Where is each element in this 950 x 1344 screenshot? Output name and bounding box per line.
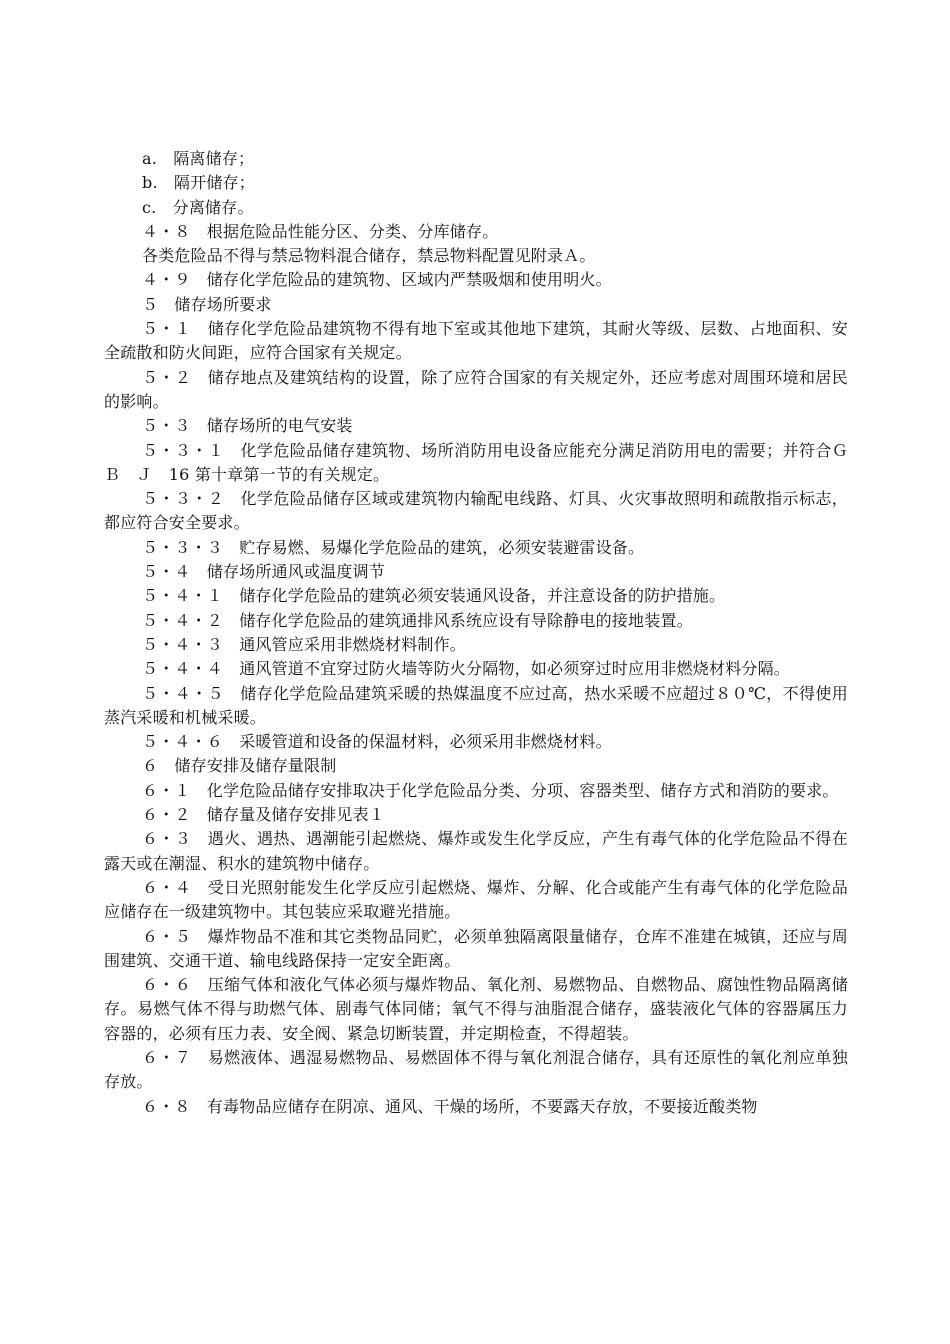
clause-5-3-1: ５・３・１ 化学危险品储存建筑物、场所消防用电设备应能充分满足消防用电的需要；并符合ＧＢ Ｊ 16 第十章第一节的有关规定。 bbox=[104, 440, 848, 484]
clause-6-7: ６・７ 易燃液体、遇湿易燃物品、易燃固体不得与氧化剂混合储存，具有还原性的氧化剂应单独存放。 bbox=[104, 1047, 848, 1092]
clause-5-4-5: ５・４・５ 储存化学危险品建筑采暖的热媒温度不应过高，热水采暖不应超过８０℃，不得使用蒸汽采暖和机械采暖。 bbox=[104, 683, 848, 727]
document-body bbox=[104, 147, 848, 1119]
clause-5-3: ５・３ 储存场所的电气安装 bbox=[142, 416, 353, 436]
clause-5-1: ５・１ 储存化学危险品建筑物不得有地下室或其他地下建筑，其耐火等级、层数、占地面积、安全疏散和防火间距，应符合国家有关规定。 bbox=[104, 319, 848, 363]
section-5-heading: ５ 储存场所要求 bbox=[142, 294, 272, 314]
clause-6-2: ６・２ 储存量及储存安排见表１ bbox=[142, 805, 386, 825]
clause-4-8: ４・８ 根据危险品性能分区、分类、分库储存。 bbox=[142, 221, 499, 241]
list-item-c: c. 分离储存。 bbox=[142, 197, 254, 217]
clause-5-4-2: ５・４・２ 储存化学危险品的建筑通排风系统应设有导除静电的接地装置。 bbox=[142, 610, 693, 630]
clause-5-3-2: ５・３・２ 化学危险品储存区域或建筑物内输配电线路、灯具、火灾事故照明和疏散指示标志，都应符合安全要求。 bbox=[104, 489, 848, 533]
clause-5-4-4: ５・４・４ 通风管道不宜穿过防火墙等防火分隔物，如必须穿过时应用非燃烧材料分隔。 bbox=[142, 659, 791, 679]
clause-6-5: ６・５ 爆炸物品不准和其它类物品同贮，必须单独隔离限量储存，仓库不准建在城镇，还应与周围建筑、交通干道、输电线路保持一定安全距离。 bbox=[104, 926, 848, 970]
clause-5-4-6: ５・４・６ 采暖管道和设备的保温材料，必须采用非燃烧材料。 bbox=[142, 732, 612, 752]
section-6-heading: ６ 储存安排及储存量限制 bbox=[142, 756, 337, 776]
clause-6-4: ６・４ 受日光照射能发生化学反应引起燃烧、爆炸、分解、化合或能产生有毒气体的化学危险品应储存在一级建筑物中。其包装应采取避光措施。 bbox=[104, 877, 848, 922]
list-item-b: b. 隔开储存； bbox=[142, 173, 255, 193]
clause-5-4-3: ５・４・３ 通风管应采用非燃烧材料制作。 bbox=[142, 634, 467, 654]
clause-5-3-3: ５・３・３ 贮存易燃、易爆化学危险品的建筑，必须安装避雷设备。 bbox=[142, 537, 645, 557]
clause-6-1: ６・１ 化学危险品储存安排取决于化学危险品分类、分项、容器类型、储存方式和消防的要求。 bbox=[142, 780, 839, 800]
clause-6-6: ６・６ 压缩气体和液化气体必须与爆炸物品、氧化剂、易燃物品、自燃物品、腐蚀性物品隔离储存。易燃气体不得与助燃气体、剧毒气体同储；氧气不得与油脂混合储存，盛装液化气体的容器属压力容器的，必须有压力表、安全阀、紧急切断装置，并定期检查，不得超装。 bbox=[104, 975, 848, 1043]
clause-6-8: ６・８ 有毒物品应储存在阴凉、通风、干燥的场所，不要露天存放，不要接近酸类物 bbox=[142, 1096, 758, 1116]
clause-4-8-note: 各类危险品不得与禁忌物料混合储存，禁忌物料配置见附录Ａ。 bbox=[142, 246, 596, 266]
clause-6-3: ６・３ 遇火、遇热、遇潮能引起燃烧、爆炸或发生化学反应，产生有毒气体的化学危险品不得在露天或在潮湿、积水的建筑物中储存。 bbox=[104, 829, 848, 873]
clause-5-4-1: ５・４・１ 储存化学危险品的建筑必须安装通风设备，并注意设备的防护措施。 bbox=[142, 586, 726, 606]
clause-5-4: ５・４ 储存场所通风或温度调节 bbox=[142, 562, 386, 582]
list-item-a: a. 隔离储存； bbox=[142, 149, 255, 168]
clause-4-9: ４・９ 储存化学危险品的建筑物、区域内严禁吸烟和使用明火。 bbox=[142, 270, 612, 290]
clause-5-2: ５・２ 储存地点及建筑结构的设置，除了应符合国家的有关规定外，还应考虑对周围环境和居民的影响。 bbox=[104, 367, 848, 411]
